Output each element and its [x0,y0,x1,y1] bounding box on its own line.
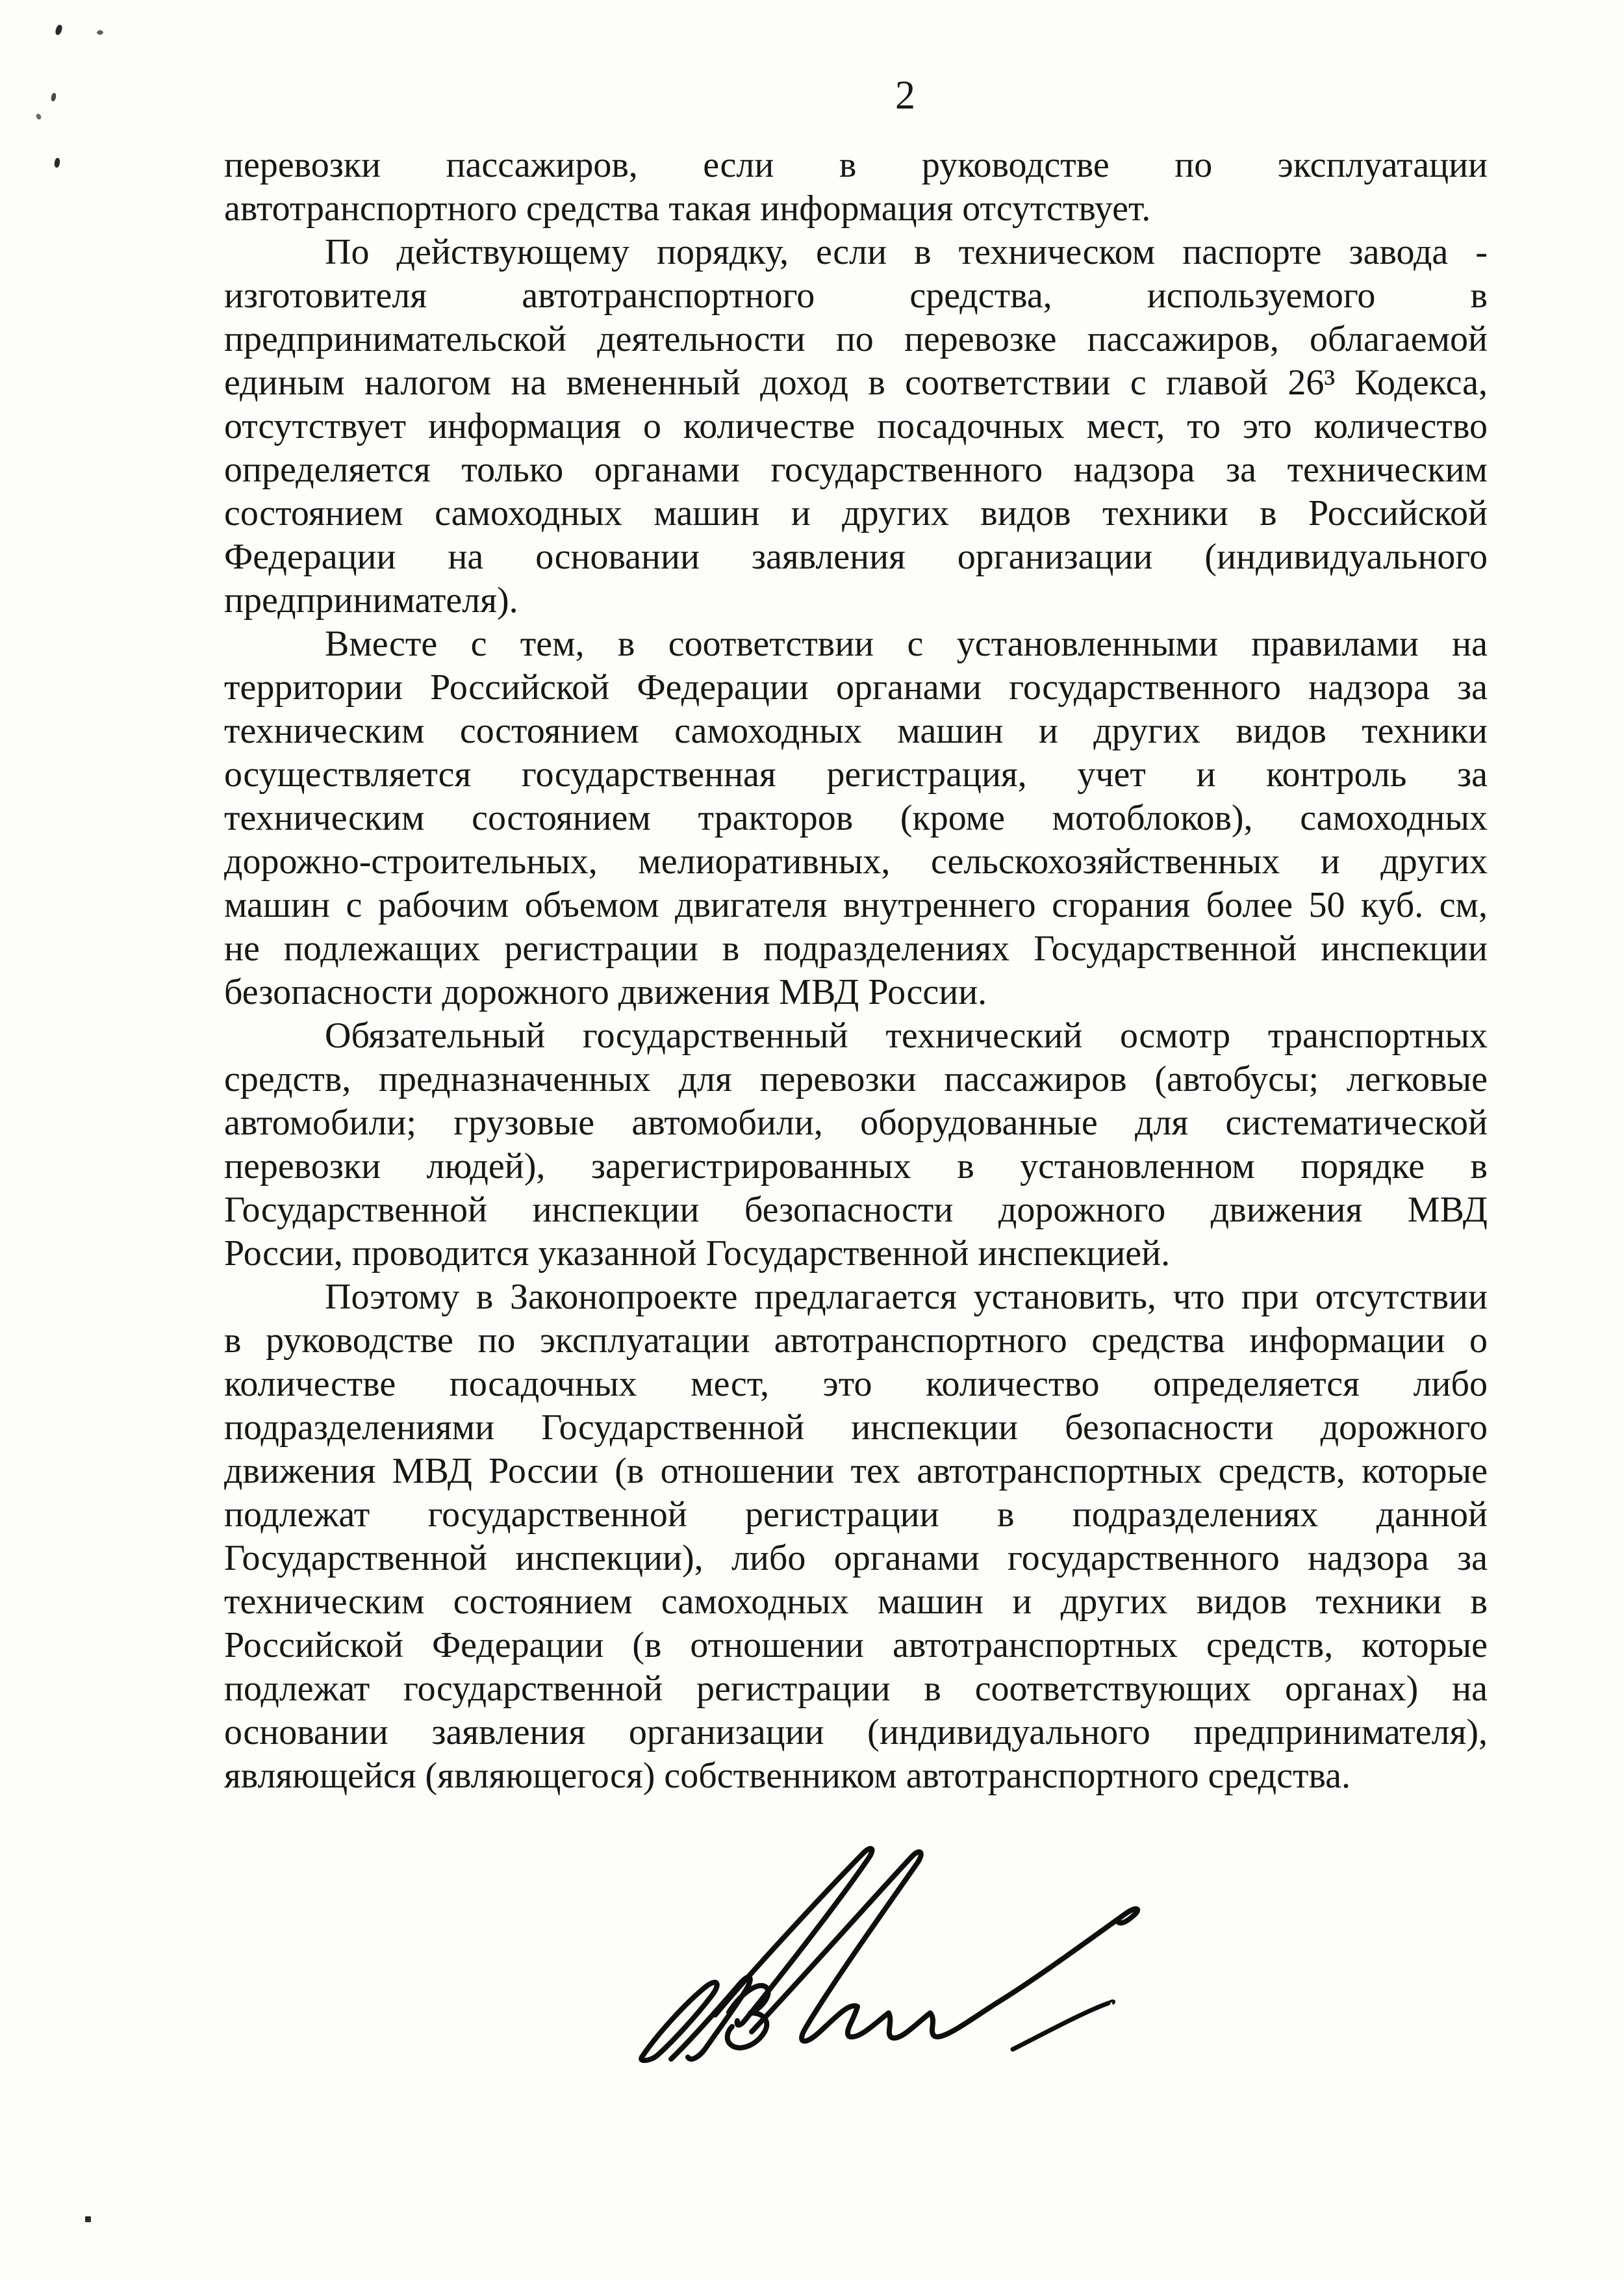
text-line: единым налогом на вмененный доход в соответствии с главой 26³ Кодекса, [224,363,1488,403]
text-line: Федерации на основании заявления организации (индивидуального [224,537,1488,577]
text-line: движения МВД России (в отношении тех автотранспортных средств, которые [224,1451,1488,1491]
text-line: Государственной инспекции безопасности дорожного движения МВД [224,1190,1488,1230]
text-line: перевозки людей), зарегистрированных в установленном порядке в [224,1146,1488,1186]
text-line: Вместе с тем, в соответствии с установленными правилами на [325,624,1488,664]
text-line: Обязательный государственный технический осмотр транспортных [325,1016,1488,1056]
text-line: территории Российской Федерации органами государственного надзора за [224,667,1488,708]
text-line: в руководстве по эксплуатации автотранспортного средства информации о [224,1320,1488,1361]
text-line: безопасности дорожного движения МВД России. [224,972,987,1012]
text-line: Поэтому в Законопроекте предлагается установить, что при отсутствии [325,1277,1488,1317]
text-line: предпринимательской деятельности по перевозке пассажиров, облагаемой [224,319,1488,359]
text-line: являющейся (являющегося) собственником автотранспортного средства. [224,1756,1351,1796]
text-line: техническим состоянием тракторов (кроме мотоблоков), самоходных [224,798,1488,838]
ink-speck [51,92,57,101]
text-line: состоянием самоходных машин и других видов техники в Российской [224,493,1488,533]
text-line: автомобили; грузовые автомобили, оборудованные для систематической [224,1103,1488,1143]
text-line: Российской Федерации (в отношении автотранспортных средств, которые [224,1625,1488,1665]
text-line: подлежат государственной регистрации в соответствующих органах) на [224,1669,1488,1709]
text-line: изготовителя автотранспортного средства, используемого в [224,275,1488,316]
ink-speck [85,2216,91,2222]
text-line: осуществляется государственная регистрация, учет и контроль за [224,754,1488,795]
ink-speck [96,29,103,36]
text-line: подлежат государственной регистрации в подразделениях данной [224,1494,1488,1535]
ink-speck [55,24,64,36]
text-line: техническим состоянием самоходных машин и других видов техники [224,711,1488,751]
text-line: не подлежащих регистрации в подразделениях Государственной инспекции [224,929,1488,969]
text-line: отсутствует информация о количестве посадочных мест, то это количество [224,406,1488,446]
text-line: техническим состоянием самоходных машин и других видов техники в [224,1582,1488,1622]
text-line: количестве посадочных мест, это количество определяется либо [224,1364,1488,1404]
ink-speck [35,113,42,120]
handwritten-signature [633,1842,1153,2063]
text-line: Государственной инспекции), либо органами государственного надзора за [224,1538,1488,1578]
text-line: машин с рабочим объемом двигателя внутреннего сгорания более 50 куб. см, [224,885,1488,925]
text-line: основании заявления организации (индивидуального предпринимателя), [224,1712,1488,1752]
signature-ink [633,1842,1153,2063]
text-line: предпринимателя). [224,580,518,621]
page-number: 2 [895,73,915,118]
text-line: средств, предназначенных для перевозки пассажиров (автобусы; легковые [224,1059,1488,1099]
text-line: дорожно-строительных, мелиоративных, сельскохозяйственных и других [224,841,1488,882]
document-body [224,144,1488,1798]
text-line: По действующему порядку, если в техническом паспорте завода - [325,232,1488,272]
text-line: перевозки пассажиров, если в руководстве по эксплуатации [224,145,1488,185]
text-line: России, проводится указанной Государственной инспекцией. [224,1233,1171,1274]
text-line: подразделениями Государственной инспекции безопасности дорожного [224,1407,1488,1448]
text-line: определяется только органами государственного надзора за техническим [224,450,1488,490]
text-line: автотранспортного средства такая информация отсутствует. [224,188,1151,229]
ink-speck [54,158,60,168]
